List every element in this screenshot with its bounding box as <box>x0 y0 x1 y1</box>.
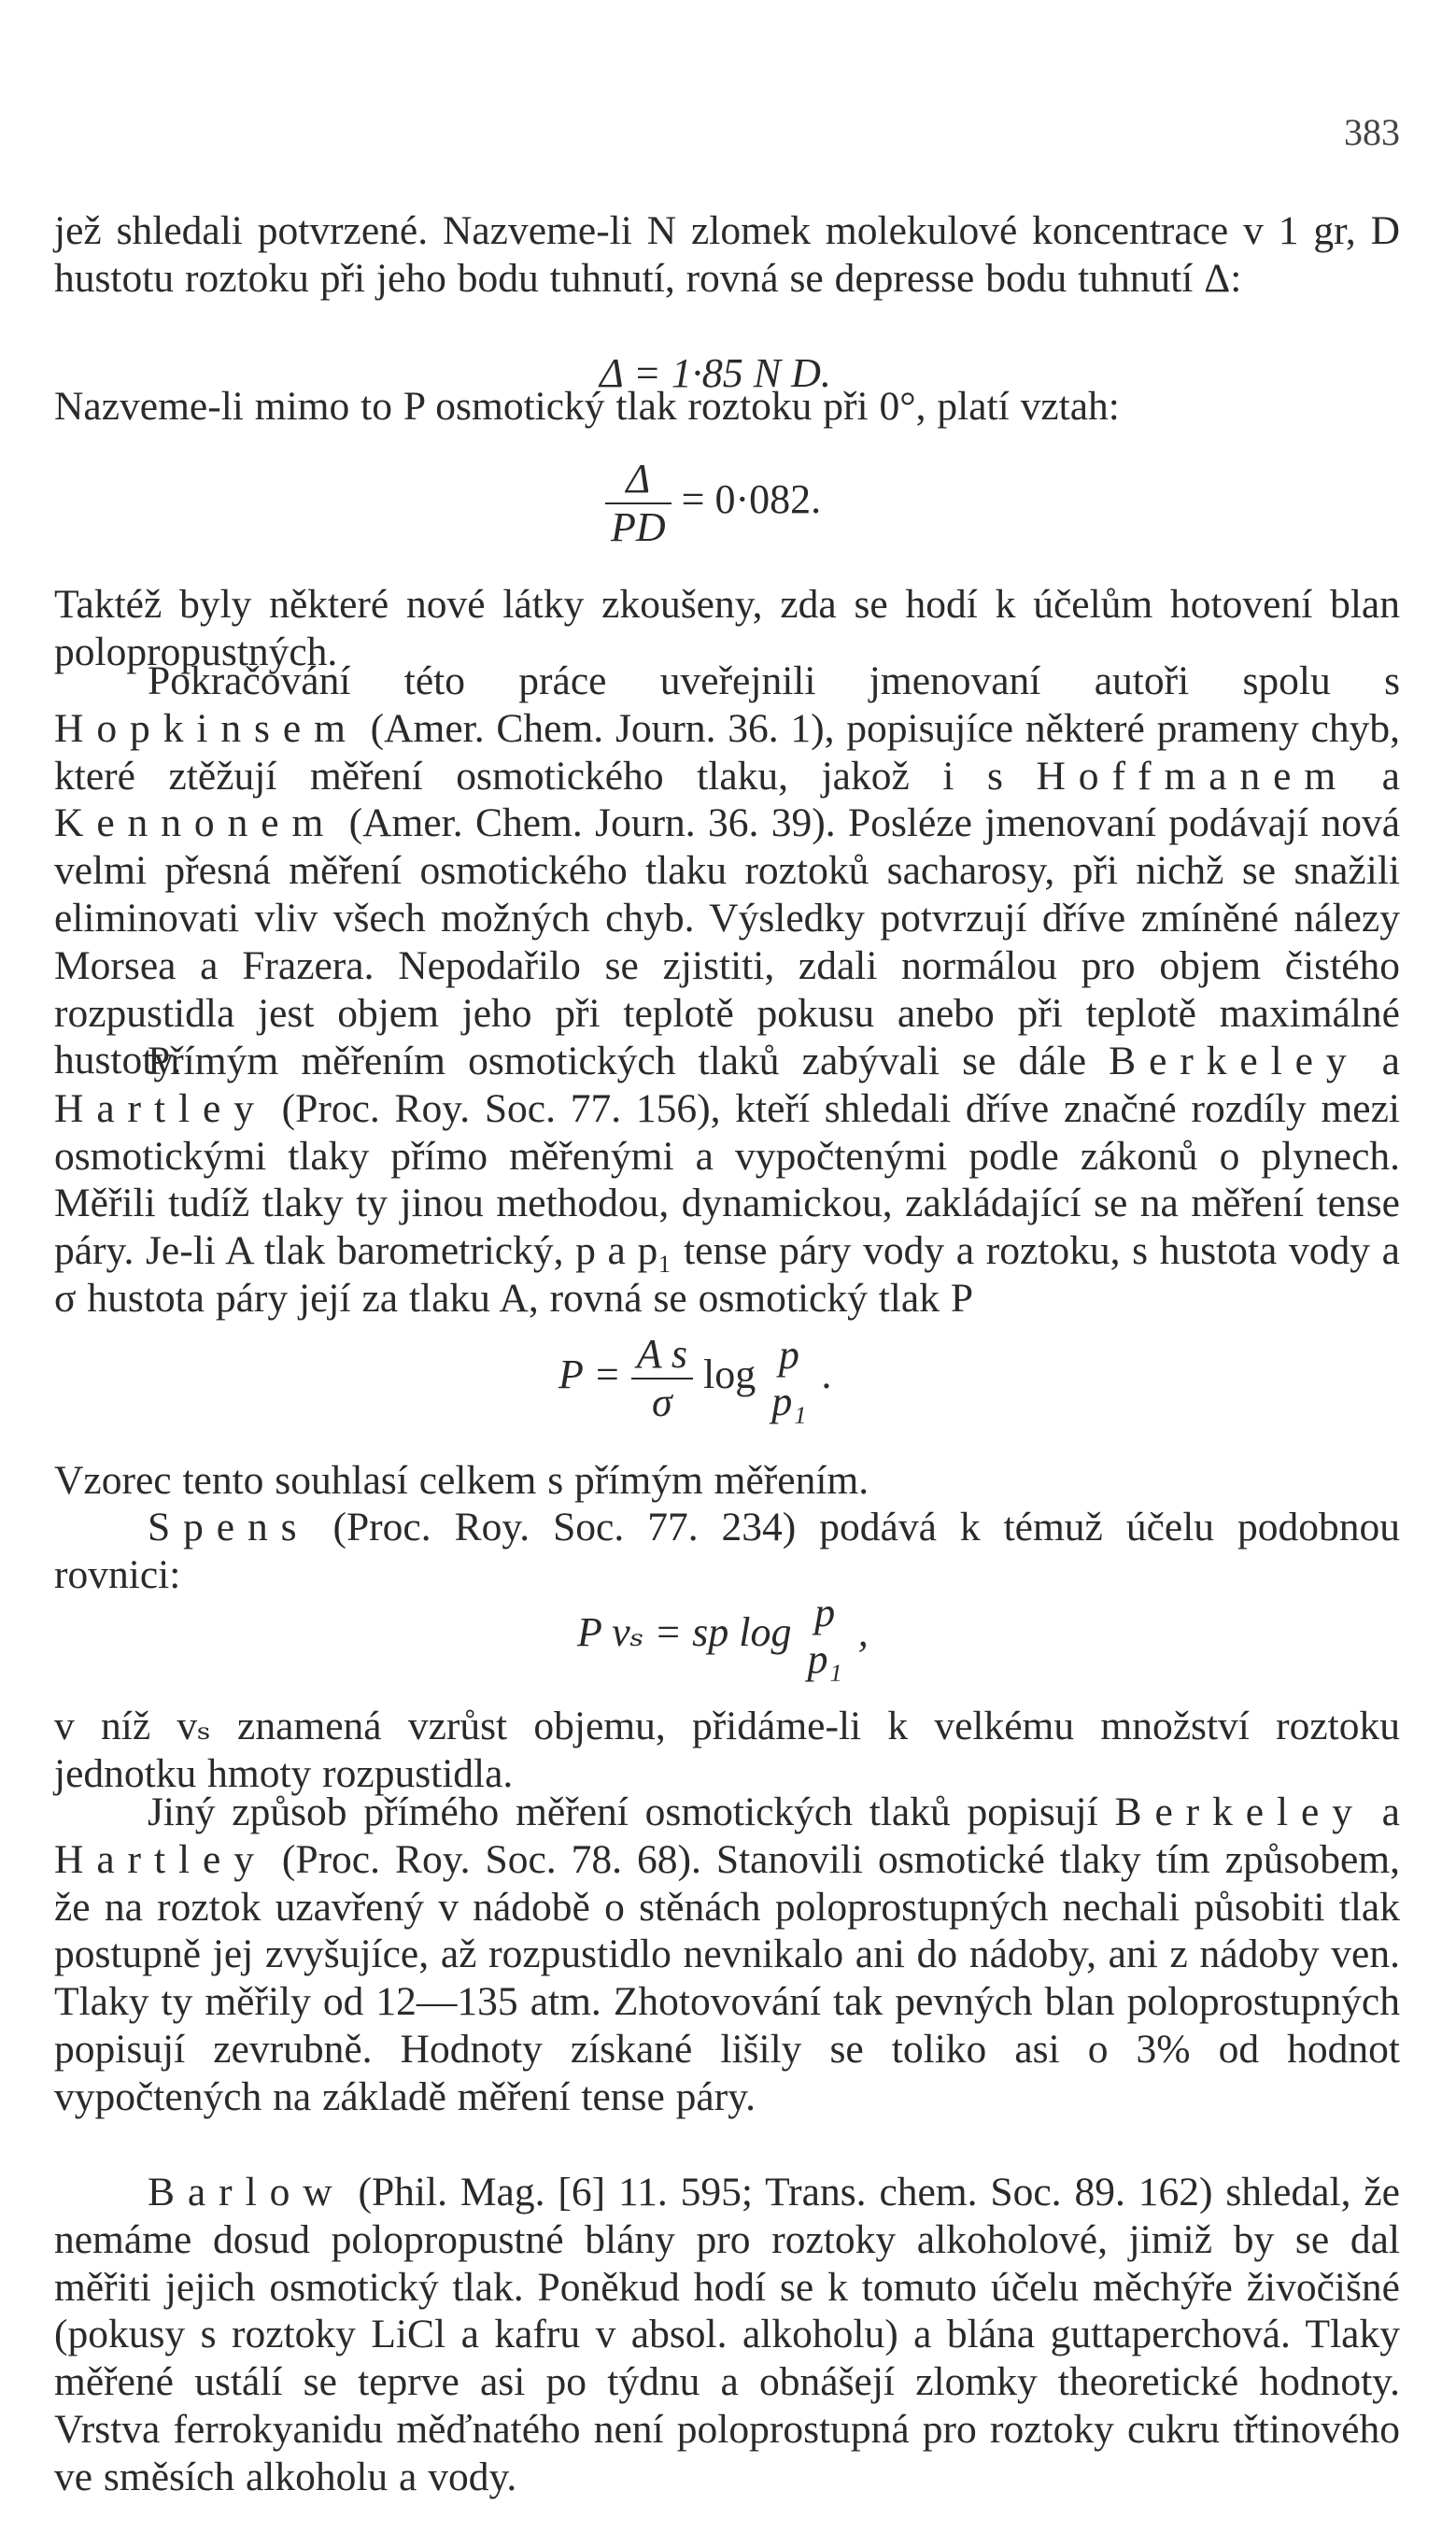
author-name: Hartley <box>54 1085 267 1131</box>
text-run: Jiný způsob přímého měření osmotických tlaků popisují <box>148 1790 1115 1834</box>
paragraph-barlow <box>54 2169 1400 2501</box>
fraction <box>631 1331 693 1426</box>
formula-lhs: P = <box>558 1351 621 1398</box>
fraction-numerator: p <box>814 1590 836 1635</box>
paragraph-other-method <box>54 1789 1400 2121</box>
author-name: Barlow <box>148 2170 346 2214</box>
text-run: (Proc. Roy. Soc. 77. 234) podává k témuž účelu podobnou rovnici: <box>54 1505 1400 1597</box>
text-run: (Amer. Chem. Journ. 36. 39). Posléze jmenovaní podávají nová velmi přesná měření osmotického tlaku roztoků sacharosy, při nichž se snažili eliminovati vliv všech možných chyb. Výsledky potvrzují dříve zmíněné nálezy Morsea a Frazera. Nepodařilo se zjistiti, zdali normálou pro objem čistého rozpustidla jest objem jeho při teplotě pokusu anebo při teplotě maximálné hustoty. <box>54 800 1400 1083</box>
fraction-numerator: A s <box>636 1331 687 1377</box>
fraction-denominator: σ <box>631 1378 693 1426</box>
text-run: (Proc. Roy. Soc. 78. 68). Stanovili osmotické tlaky tím způsobem, že na roztok uzavřený v nádobě o stěnách poloprostupných nechali působiti tlak postupně jej zvyšujíce, až rozpustidlo nevnikalo ani do nádoby, ani z nádoby ven. Tlaky ty měřily od 12—135 atm. Zhotovování tak pevných blan poloprostupných popisují zevrubně. Hodnoty získané lišily se toliko asi o 3% od hodnot vypočtených na základě měření tense páry. <box>54 1836 1400 2119</box>
paragraph-agreement: Vzorec tento souhlasí celkem s přímým měřením. <box>54 1458 869 1503</box>
paragraph-direct-measurement <box>54 1038 1400 1323</box>
formula-depression: Δ = 1·85 N D. <box>600 350 831 396</box>
fraction <box>801 1590 847 1683</box>
formula-end: . <box>822 1351 833 1398</box>
paragraph-new-substances: Taktéž byly některé nové látky zkoušeny, zda se hodí k účelům hotovení blan polopropustných. <box>54 582 1400 674</box>
text-run: (Phil. Mag. [6] 11. 595; Trans. chem. Soc. 89. 162) shledal, že nemáme dosud polopropustné blány pro roztoky alkoholové, jimiž by se dal měřiti jejich osmotický tlak. Poněkud hodí se k tomuto účelu měchýře živočišné (pokusy s roztoky LiCl a kafru v absol. alkoholu) a blána guttaperchová. Tlaky měřené ustálí se teprve asi po týdnu a obnášejí zlomky theoretické hodnoty. Vrstva ferrokyanidu měďnatého není poloprostupná pro roztoky cukru třtinového ve směsích alkoholu a vody. <box>54 2170 1400 2499</box>
fraction <box>605 456 671 551</box>
author-name: Hartley <box>54 1836 267 1882</box>
text-run: a <box>1364 1790 1400 1834</box>
author-name: Berkeley <box>1109 1039 1360 1083</box>
author-name: Kennonem <box>54 800 337 846</box>
paragraph-spens <box>54 1504 1400 1599</box>
paragraph-continuation <box>54 658 1400 1084</box>
text-run: Přímým měřením osmotických tlaků zabývali se dále <box>148 1039 1110 1083</box>
formula-lhs: P vₛ = sp log <box>577 1609 792 1656</box>
paragraph-intro: jež shledali potvrzené. Nazveme-li N zlomek molekulové koncentrace v 1 gr, D hustotu roztoku při jeho bodu tuhnutí, rovná se depresse bodu tuhnutí Δ: <box>54 208 1400 301</box>
text-run: a <box>1349 753 1400 799</box>
text-run: Pokračování této práce uveřejnili jmenovaní autoři spolu s <box>148 658 1400 703</box>
fraction-numerator: Δ <box>626 456 651 502</box>
formula-osmotic-pressure <box>558 1331 833 1426</box>
page-number: 383 <box>1344 111 1400 153</box>
paragraph-osmotic-relation: Nazveme-li mimo to P osmotický tlak roztoku při 0°, platí vztah: <box>54 384 1120 429</box>
fraction-denominator: p₁ <box>807 1636 842 1682</box>
formula-spens <box>577 1590 869 1683</box>
text-run: a <box>1359 1039 1400 1083</box>
formula-ratio <box>605 456 821 551</box>
author-name: Hopkinsem <box>54 705 359 751</box>
paragraph-volume-increase: v níž vₛ znamená vzrůst objemu, přidáme-li k velkému množství roztoku jednotku hmoty rozpustidla. <box>54 1704 1400 1796</box>
formula-rhs: = 0·082. <box>681 476 822 523</box>
fraction-denominator: p₁ <box>771 1379 807 1424</box>
fraction <box>766 1332 812 1425</box>
log-operator: log <box>703 1351 756 1398</box>
fraction-denominator: PD <box>605 502 671 551</box>
fraction-numerator: p <box>778 1332 799 1378</box>
text-run: (Amer. Chem. Journ. 36. 1), popisujíce některé prameny chyb, které ztěžují měření osmotického tlaku, jakož i s <box>54 705 1400 799</box>
author-name: Spens <box>148 1505 310 1549</box>
author-name: Berkeley <box>1114 1790 1365 1834</box>
formula-end: , <box>857 1609 869 1656</box>
author-name: Hoffmanem <box>1036 753 1350 799</box>
text-run: (Proc. Roy. Soc. 77. 156), kteří shledali dříve značné rozdíly mezi osmotickými tlaky přímo měřenými a vypočtenými podle zákonů o plynech. Měřili tudíž tlaky ty jinou methodou, dynamickou, zakládající se na měření tense páry. Je-li A tlak barometrický, p a p₁ tense páry vody a roztoku, s hustota vody a σ hustota páry její za tlaku A, rovná se osmotický tlak P <box>54 1085 1400 1321</box>
